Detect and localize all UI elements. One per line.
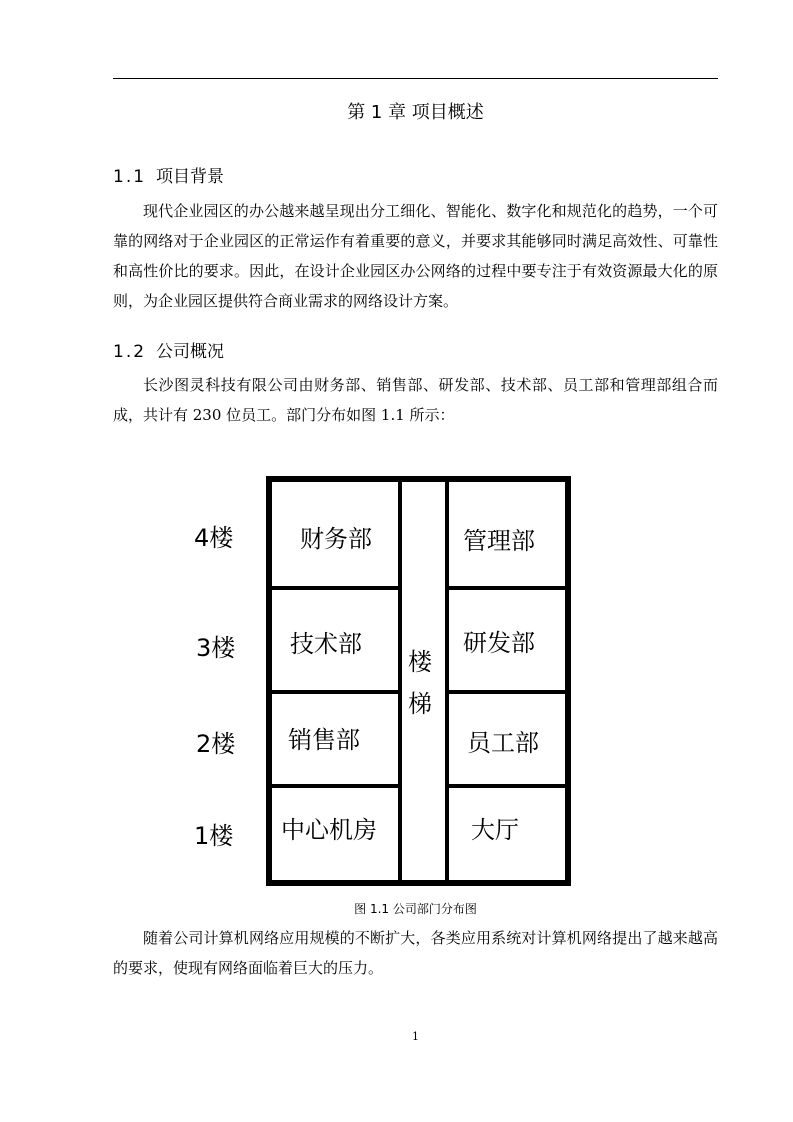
stairs-label-top: 楼: [408, 648, 432, 676]
room-label-datacenter: 中心机房: [281, 816, 377, 844]
section-number: 1.2: [113, 342, 147, 362]
floor-label-1: 1楼: [194, 822, 234, 850]
section-title: 公司概况: [156, 342, 225, 362]
floor-label-4: 4楼: [194, 524, 234, 552]
stairs-label-bottom: 梯: [408, 690, 432, 718]
chapter-title: 第 1 章 项目概述: [347, 102, 484, 123]
section-heading-1-2: [113, 337, 224, 362]
room-label-management: 管理部: [463, 527, 535, 555]
room-label-finance: 财务部: [300, 525, 372, 553]
floor-label-2: 2楼: [196, 730, 236, 758]
stairwell: [399, 479, 448, 883]
floor-label-3: 3楼: [196, 634, 236, 662]
room-label-rd: 研发部: [463, 629, 535, 657]
paragraph-background: 现代企业园区的办公越来越呈现出分工细化、智能化、数字化和规范化的趋势，一个可靠的网络对于企业园区的正常运作有着重要的意义，并要求其能够同时满足高效性、可靠性和高性价比的要求。因此，在设计企业园区办公网络的过程中要专注于有效资源最大化的原则，为企业园区提供符合商业需求的网络设计方案。: [113, 202, 718, 310]
paragraph-company-overview: 长沙图灵科技有限公司由财务部、销售部、研发部、技术部、员工部和管理部组合而成，共计有 230 位员工。部门分布如图 1.1 所示：: [113, 376, 718, 424]
paragraph-closing: 随着公司计算机网络应用规模的不断扩大，各类应用系统对计算机网络提出了越来越高的要求，使现有网络面临着巨大的压力。: [113, 929, 718, 977]
page-number: 1: [412, 1030, 419, 1043]
section-heading-1-1: [113, 162, 224, 187]
room-label-lobby: 大厅: [471, 816, 519, 844]
section-number: 1.1: [113, 167, 147, 187]
floor-plan-figure: [190, 474, 575, 886]
header-rule: [113, 78, 718, 79]
figure-caption: 图 1.1 公司部门分布图: [354, 902, 477, 916]
room-label-staff: 员工部: [467, 729, 539, 757]
room-label-tech: 技术部: [290, 630, 362, 658]
room-label-sales: 销售部: [288, 726, 360, 754]
section-title: 项目背景: [156, 167, 225, 187]
